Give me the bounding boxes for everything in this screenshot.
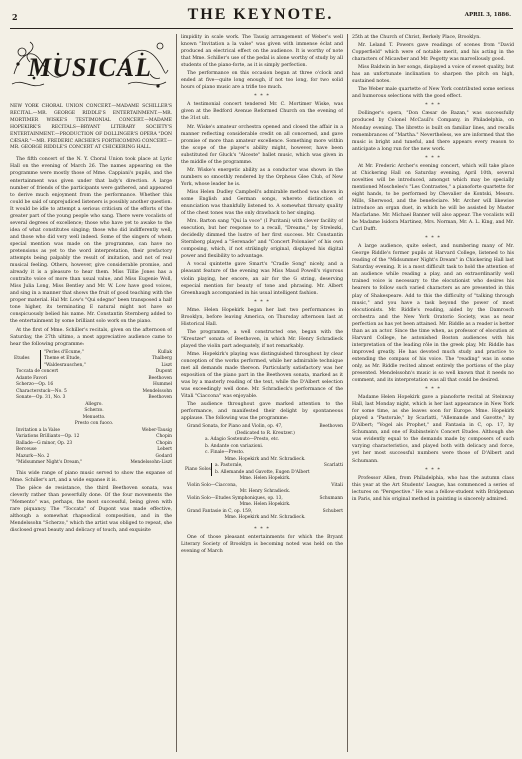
- hopekirk-steinway-recital: Madame Helen Hopekirk gave a pianoforte recital at Steinway Hall, last Monday night, which is her last appearance in New York for some time, as she leaves soon for Europe. Mme. Hopekirk played a "Pastorale," by Scarlatti, "Allemande and Gavotte," by D'Albert; "Vogel als Prophet," and Fantasia in C, op. 17, by Schumann, and one of Rubinstein's Concert Etudes. Although she was evidently equal to the demands made by composers of such varying characteristics, and played both with delicacy and force, yet her most successful numbers were those of D'Albert and Schumann.: [352, 395, 514, 464]
- schiller-programme: [10, 350, 172, 467]
- hopekirk-programme: [181, 424, 343, 522]
- baldwin-songs: Miss Baldwin in her songs, displayed a voice of sweet quality, but has an unfortunate inclination to sharpen the pitch on high, sustained notes.: [352, 65, 514, 85]
- programme-row: Violin Solo—Ciaccona, Vitali: [187, 482, 343, 488]
- bryant-society-intro: One of those pleasant entertainments for which the Bryant Literary Society of Brooklyn is becoming noted was held on the evening of March: [181, 534, 343, 554]
- wiske-intro: A testimonial concert tendered Mr. C. Mortimer Wiske, was given at the Bedford Avenue Reformed Church on the evening of the 31st ult.: [181, 102, 343, 122]
- powers-readings: Mr. Leland T. Powers gave readings of scenes from "David Copperfield" which were of notable merit, and his acting in the characters of Micawber and Mr. Pegotty was marvellously good.: [352, 43, 514, 63]
- barton-sternberg: Mrs. Barton sang "Qui la voce" (I Puritani) with clever facility of execution, but her response to a recall, "Dreams," by Strelezki, decidedly dimmed the lustre of her first success. Mr. Constantin Sternberg played a "Serenade" and "Concert Polonaise" of his own composing, which, if not strikingly original, displayed his digital power and flexibility to advantage.: [181, 219, 343, 260]
- schiller-range-paragraph: This wide range of piano music served to show the expanse of Mme. Schiller's art, and a wide expanse it is.: [10, 470, 172, 483]
- programme-row: Grand Sonata, for Piano and Violin, op. 47, Beethoven: [187, 424, 343, 430]
- performers: Mme. Helen Hopekirk.: [239, 502, 291, 508]
- section-divider-stars: * * *: [254, 298, 270, 305]
- programme-row: Invitation a la Valse Weber-Tausig: [16, 427, 172, 433]
- schiller-sonata-paragraph: The pièce de resistance, the third Beethoven sonata, was cleverly rather than powerfully done. Of the four movements the "Memento" was, perhaps, the most successful, being given with rare piquancy. The "Toccata" of Dupont was made effective, although a somewhat rhapsodical composition, and in the Mendelssohn "Scherzo," which the artist was obliged to repeat, she disclosed great beauty and delicacy of touch, and exquisite: [10, 485, 172, 534]
- etudes-label: Etudes: [14, 356, 30, 362]
- column-rule-1: [176, 34, 177, 752]
- movement-row: b. Andante con variazioni.: [205, 443, 264, 449]
- performers: Mme. Helen Hopekirk.: [239, 476, 291, 482]
- publication-title: THE KEYNOTE.: [187, 6, 334, 23]
- issue-date: APRIL 3, 1886.: [464, 12, 511, 18]
- schiller-recital-intro: At the first of Mme. Schiller's recitals, given on the afternoon of Saturday, the 27th ultimo, a most appreciative audience came to hear the following programme:: [10, 327, 172, 347]
- movement-row: Allegro.: [85, 401, 103, 407]
- programme-row: Sonate—Op. 31, No. 3 Beethoven: [16, 395, 172, 401]
- masthead-word: MUSICAL: [27, 53, 153, 82]
- programme-row: Berceuse Lebert: [16, 447, 172, 453]
- etudes-group: [10, 350, 172, 370]
- section-divider-stars: * * *: [425, 102, 441, 109]
- dollinger-opera: Dollinger's opera, "Don Cæsar de Bazan," was successfully produced by Colonel McCaull's Company, in Philadelphia, on Monday evening. The libretto is built on familiar lines, and recalls remembrances of "Martha." Nevertheless, we are informed that the music is bright and tuneful, and there appears every reason to anticipate a long run for the new work.: [352, 111, 514, 152]
- section-divider-stars: * * *: [425, 466, 441, 473]
- page-header: [8, 4, 513, 26]
- section-headline: NEW YORK CHORAL UNION CONCERT.—MADAME SCHILLER'S RECITAL.—MR. GEORGE RIDDLE'S ENTERTAINMENT.—MR. MORTIMER WISKE'S TESTIMONIAL CONCERT.—MADAME HOPEKIRK'S RECITALS—BRYANT LITERARY SOCIETY'S ENTERTAINMENT.—PRODUCTION OF DOLLINGER'S OPERA "DON CÆSAR."—MR. FREDERIC ARCHER'S FORTHCOMING CONCERT.—MR. GEORGE RIDDLE'S CONCERT AT CHICKERING HALL.: [10, 104, 172, 151]
- schiller-continuation: limpidity in scale work. The Tausig arrangement of Weber's well known "Invitation a la valse" was given with immense éclat and produced an electrical effect on the audience. It is worthy of note that Mme. Schiller's use of the pedal is alone worthy of study by all students of the piano-forte, as it is simply perfection.: [181, 35, 343, 69]
- performers: Mme. Hopekirk and Mr. Schradieck.: [224, 515, 306, 521]
- section-divider-stars: * * *: [425, 235, 441, 242]
- hopekirk-playing: Mme. Hopekirk's playing was distinguished throughout by clear conception of the works performed, while her admirable technique met all demands made thereon. Particularly satisfactory was her exposition of the piano part in the Beethoven sonata, marked as it was by a masterly reading of the text, while the D'Albert selection was exceedingly well done. Mr. Schradieck's performance of the Vitali "Ciaccona" was enjoyable.: [181, 351, 343, 400]
- programme-row: Toccata de concert Dupont: [16, 369, 172, 375]
- column-3: [352, 34, 514, 752]
- section-divider-stars: * * *: [254, 525, 270, 532]
- column-1: [10, 34, 172, 752]
- page-number: 2: [12, 12, 18, 22]
- hopekirk-intro: Mme. Helen Hopekirk began her last two performances in Brooklyn, before leaving America, on Thursday afternoon last at Historical Hall.: [181, 307, 343, 327]
- column-rule-2: [347, 34, 348, 752]
- schiller-duration: The performance on this occasion began at three o'clock and ended at five—quite long enough, if not too long, for two solid hours of piano music are a trifle too much.: [181, 71, 343, 91]
- programme-row: Characterstuck—No. 5 Mendelssohn: [16, 388, 172, 394]
- bryant-continuation: 25th at the Church of Christ, Berkely Place, Brooklyn.: [352, 35, 481, 40]
- header-rule: [10, 28, 513, 29]
- weber-quartette: The Weber male quartette of New York contributed some serious and humorous selections with the good effect.: [352, 87, 514, 100]
- performers: Mr. Henry Schradieck.: [239, 489, 291, 495]
- wiske-conductor: Mr. Wiske's energetic ability as a conductor was shown in the numbers so smoothly rendered by the Orpheus Glee Club, of New York, whose leader he is.: [181, 167, 343, 187]
- campbell-singing: Miss Helen Dudley Campbell's admirable method was shown in some English and German songs, whereto distinction of enunciation was thankfully listened to. A somewhat throaty quality of the chest tones was the only drawback to her singing.: [181, 189, 343, 217]
- movement-row: c. Finale—Presto.: [205, 450, 245, 456]
- hopekirk-audience: The audience throughout gave marked attention to the performance, and manifested their delight by spontaneous applause. The following was the programme:: [181, 402, 343, 422]
- programme-row: Violin Solo—Etudes Symphoniques, op. 13, Schumann: [187, 495, 343, 501]
- programme-row: Grand Fantasie in C, op. 159, Schubert: [187, 508, 343, 514]
- piano-solos-group: [181, 463, 343, 476]
- programme-row: b. Allemande and Gavotte, Eugen D'Albert: [215, 469, 310, 475]
- dedication: (Dedicated to R. Kreutzer.): [235, 430, 295, 436]
- choral-union-article: The fifth concert of the N. Y. Choral Union took place at Lyric Hall on the evening of March 26. The names appearing on the programme were mostly those of Mme. Cappiani's pupils, and the entertainment was given under that lady's direction. A large number of friends of the participants were gathered, and appeared to derive much enjoyment from the performance. Whether this could be said of unprejudiced listeners is possibly another question. It would be idle to attempt a serious criticism of the efforts of the greater part of the young people who sang. There were vocalists of several degrees of excellence; those who have yet to awake to the idea of what constitutes singing; those who did indifferently well, and those who did very well indeed. Some of the singers of whom special mention was made on the programme, can have no pretensions as yet to the word interpretation, their prefactory attempts being palpably the result of imitation, and not of real musical feeling. Others, however, give considerable promise, and already it is a pleasure to hear them. Miss Tillie Jones has a contralto voice of more than usual value, and Miss Eugenie Woll, Miss Julia Long, Miss Bentley and Mr. W. Low have good voices, and sing in a manner that shows the fruit of good teaching with the proper material. Hal Mr. Low's "Qui sdegno" been transposed a half tone higher, its terminating E natural might not have so conspicuously belied his name. Mr. Constantin Sternberg added to the entertainment by some brilliant solo work on the piano.: [10, 157, 172, 325]
- programme-row: Scherzo—Op. 16 Hummel: [16, 382, 172, 388]
- performers: Mme. Hopekirk and Mr. Schradieck.: [224, 456, 306, 462]
- programme-row: Theme et Etude, Thalberg: [44, 356, 172, 362]
- piano-solos-label: Piano Solos: [185, 466, 211, 472]
- programme-row: "Waldesrauschen," Liszt: [44, 362, 172, 368]
- programme-row: Mazurk—No. 2 Godard: [16, 453, 172, 459]
- hopekirk-programme-note: The programme, a well constructed one, began with the "Kreutzer" sonata of Beethoven, in which Mr. Henry Schradieck played the violin part adequately, if not remarkably.: [181, 329, 343, 349]
- quintette-powell: A vocal quintette gave Smart's "Cradle Song" nicely, and a pleasant feature of the evening was Miss Maud Powell's vigorous violin playing, her encore, an air for the G string, deserving especial mention for beauty of tone and phrasing. Mr. Albert Greenhaugh accompanied in his usual intelligent fashion.: [181, 262, 343, 296]
- programme-row: Ballade—G minor, Op. 23 Chopin: [16, 440, 172, 446]
- column-2: [181, 34, 343, 752]
- wiske-orchestra: Mr. Wiske's amateur orchestra opened and closed the affair in a manner reflecting considerable credit on all concerned, and gave promise of more than amateur excellence. Something more within the scope of the player's ability might, however, have been substituted for Gluck's "Alceste" ballet music, which was given in the middle of the programme.: [181, 124, 343, 165]
- section-divider-stars: * * *: [425, 154, 441, 161]
- archer-concert: At Mr. Frederic Archer's evening concert, which will take place at Chickering Hall on Saturday evening, April 10th, several novelties will be introduced, amongst which may be specially mentioned Moscheles's "Les Contrastes," a pianoforte quartette for eight hands, to be performed by Chevalier de Kontski, Messrs. Mills, Sherwood, and the benefeciare. Mr. Archer will likewise introduce an organ duet, in which he will be assisted by Master Macfarlane. Mr. Michael Banner will also appear. The vocalists will be Madame Isidora Martinez, Mrs. Norman, Mr. A. L. King, and Mr. Carl Dufft.: [352, 163, 514, 233]
- programme-row: a. Pastorale, Scarlatti: [215, 463, 343, 469]
- programme-row: Variations Brilliants—Op. 12 Chopin: [16, 434, 172, 440]
- programme-row: "Midsummer Night's Dream," Mendelssohn-Liszt: [16, 460, 172, 466]
- movement-row: Menuetto.: [82, 414, 106, 420]
- riddle-reading: A large audience, quite select, and numbering many of Mr. George Riddle's former pupils at Harvard College, listened to his reading of the "Midsummer Night's Dream" in Chickering Hall last Saturday evening. It is a most difficult task to hold the attention of an audience while reading a play, and an extraordinarily well trained voice is necessary to the elocutionist who desires his hearers to follow such varied characters as are presented in this play of Shakespeare. Add to this the difficulty of "talking through music," and you have a task beyond the power of most elocutionists. Mr. Riddle's reading, aided by the Damrosch orchestra and the New York Oratorio Society, was as near perfection as has yet been attained. Mr. Riddle as a reader is better than as an actor. Since the time when, as professor of elocution at Harvard College, he astonished Boston audiences with his interpretation of the leading rôle in the greek play, Mr. Riddle has improved greatly. He has devoted much study and practice to extending the compass of his voice. The "reading" was in some only, as Mr. Riddle recited almost entirely the portions of the play presented. Mendelssohn's music is so well known that it needs no comment, and its interpretation was all that could be desired.: [352, 244, 514, 384]
- section-divider-stars: * * *: [254, 93, 270, 100]
- musical-masthead-logo: [10, 34, 170, 98]
- programme-row: Adante Favori Beethoven: [16, 375, 172, 381]
- movement-row: Scherzo.: [84, 408, 104, 414]
- section-divider-stars: * * *: [425, 386, 441, 393]
- programme-row: "Perles d'Ecume," Kullak: [44, 349, 172, 355]
- movement-row: a. Adagio Sostenuto—Presto, etc.: [205, 437, 280, 443]
- allen-lectures: Professor Allen, from Philadelphia, who has the autumn class this year at the Art Students' League, has commenced a series of lectures on "Perspective." He was a fellow-student with Bridgeman in Paris, and his original method in painting is sincerely admired.: [352, 475, 514, 502]
- movement-row: Presto con fuoco.: [74, 421, 114, 427]
